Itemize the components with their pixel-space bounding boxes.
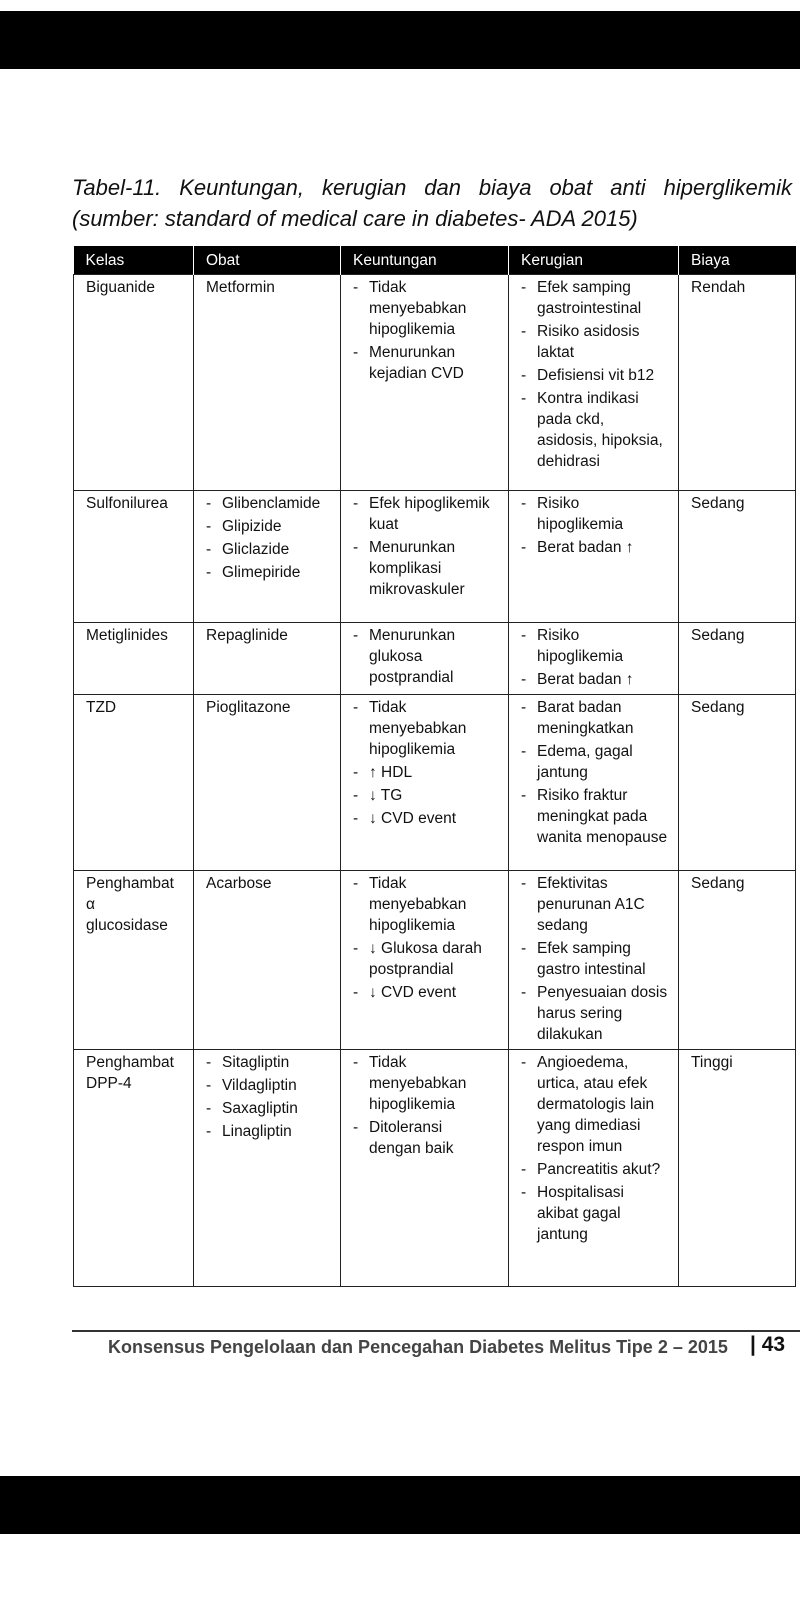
cell-keuntungan: [341, 275, 509, 491]
list-item: - Linagliptin: [206, 1121, 330, 1142]
footer-title: Konsensus Pengelolaan dan Pencegahan Diabetes Melitus Tipe 2 – 2015: [108, 1337, 728, 1357]
cell-kelas: Metiglinides: [74, 623, 194, 695]
list-item: - Tidak menyebabkan hipoglikemia: [353, 1052, 498, 1115]
list-item: - ↑ HDL: [353, 762, 498, 783]
list-item: - Barat badan meningkatkan: [521, 697, 668, 739]
header-obat: Obat: [194, 246, 341, 275]
list-item: - Efektivitas penurunan A1C sedang: [521, 873, 668, 936]
cell-kerugian: [509, 695, 679, 871]
cell-kerugian: [509, 623, 679, 695]
cell-biaya: Rendah: [679, 275, 796, 491]
list-item: - Efek samping gastrointestinal: [521, 277, 668, 319]
list-item: - Pancreatitis akut?: [521, 1159, 668, 1180]
list-item: - Menurunkan glukosa postprandial: [353, 625, 498, 688]
list-item: - Risiko asidosis laktat: [521, 321, 668, 363]
list-item: - ↓ CVD event: [353, 808, 498, 829]
cell-keuntungan: [341, 623, 509, 695]
list-item: - Risiko fraktur meningkat pada wanita menopause: [521, 785, 668, 848]
drug-comparison-table: [73, 246, 796, 1287]
table-header-row: [74, 246, 796, 275]
header-keuntungan: Keuntungan: [341, 246, 509, 275]
list-item: - ↓ CVD event: [353, 982, 498, 1003]
top-black-bar: [0, 11, 800, 69]
cell-obat: [194, 491, 341, 623]
list-item: - Ditoleransi dengan baik: [353, 1117, 498, 1159]
cell-keuntungan: [341, 1050, 509, 1287]
table-row: [74, 623, 796, 695]
caption-line-1: Tabel-11. Keuntungan, kerugian dan biaya obat anti hiperglikemik: [72, 175, 792, 200]
cell-obat: Repaglinide: [194, 623, 341, 695]
list-item: - Gliclazide: [206, 539, 330, 560]
list-item: - Penyesuaian dosis harus sering dilakukan: [521, 982, 668, 1045]
list-item: - Menurunkan kejadian CVD: [353, 342, 498, 384]
cell-kelas: Penghambat α glucosidase: [74, 871, 194, 1050]
list-item: - Defisiensi vit b12: [521, 365, 668, 386]
cell-kerugian: [509, 1050, 679, 1287]
cell-keuntungan: [341, 491, 509, 623]
list-item: - Saxagliptin: [206, 1098, 330, 1119]
cell-obat: Metformin: [194, 275, 341, 491]
header-kelas: Kelas: [74, 246, 194, 275]
cell-keuntungan: [341, 695, 509, 871]
list-item: - Efek hipoglikemik kuat: [353, 493, 498, 535]
bottom-black-bar: [0, 1476, 800, 1534]
table-row: [74, 1050, 796, 1287]
list-item: - Berat badan ↑: [521, 537, 668, 558]
list-item: - ↓ TG: [353, 785, 498, 806]
list-item: - Berat badan ↑: [521, 669, 668, 690]
list-item: - ↓ Glukosa darah postprandial: [353, 938, 498, 980]
list-item: - Menurunkan komplikasi mikrovaskuler: [353, 537, 498, 600]
header-biaya: Biaya: [679, 246, 796, 275]
list-item: - Risiko hipoglikemia: [521, 625, 668, 667]
list-item: - Glimepiride: [206, 562, 330, 583]
list-item: - Edema, gagal jantung: [521, 741, 668, 783]
caption-line-2: (sumber: standard of medical care in diabetes- ADA 2015): [72, 206, 638, 231]
cell-biaya: Sedang: [679, 695, 796, 871]
list-item: - Sitagliptin: [206, 1052, 330, 1073]
table-caption: [72, 172, 800, 234]
cell-biaya: Sedang: [679, 871, 796, 1050]
table-row: [74, 491, 796, 623]
cell-kerugian: [509, 871, 679, 1050]
cell-kelas: Penghambat DPP-4: [74, 1050, 194, 1287]
list-item: - Hospitalisasi akibat gagal jantung: [521, 1182, 668, 1245]
list-item: - Tidak menyebabkan hipoglikemia: [353, 277, 498, 340]
list-item: - Angioedema, urtica, atau efek dermatologis lain yang dimediasi respon imun: [521, 1052, 668, 1157]
cell-biaya: Tinggi: [679, 1050, 796, 1287]
cell-kerugian: [509, 491, 679, 623]
page-number: | 43: [750, 1333, 786, 1356]
list-item: - Tidak menyebabkan hipoglikemia: [353, 697, 498, 760]
list-item: - Glipizide: [206, 516, 330, 537]
cell-biaya: Sedang: [679, 491, 796, 623]
cell-obat: Pioglitazone: [194, 695, 341, 871]
table-row: [74, 871, 796, 1050]
list-item: - Glibenclamide: [206, 493, 330, 514]
table-row: [74, 695, 796, 871]
list-item: - Vildagliptin: [206, 1075, 330, 1096]
cell-biaya: Sedang: [679, 623, 796, 695]
list-item: - Kontra indikasi pada ckd, asidosis, hipoksia, dehidrasi: [521, 388, 668, 472]
cell-kelas: TZD: [74, 695, 194, 871]
table-row: [74, 275, 796, 491]
list-item: - Tidak menyebabkan hipoglikemia: [353, 873, 498, 936]
cell-kerugian: [509, 275, 679, 491]
cell-obat: [194, 1050, 341, 1287]
footer-divider: [72, 1330, 800, 1332]
cell-obat: Acarbose: [194, 871, 341, 1050]
cell-kelas: Biguanide: [74, 275, 194, 491]
list-item: - Efek samping gastro intestinal: [521, 938, 668, 980]
cell-keuntungan: [341, 871, 509, 1050]
cell-kelas: Sulfonilurea: [74, 491, 194, 623]
header-kerugian: Kerugian: [509, 246, 679, 275]
list-item: - Risiko hipoglikemia: [521, 493, 668, 535]
